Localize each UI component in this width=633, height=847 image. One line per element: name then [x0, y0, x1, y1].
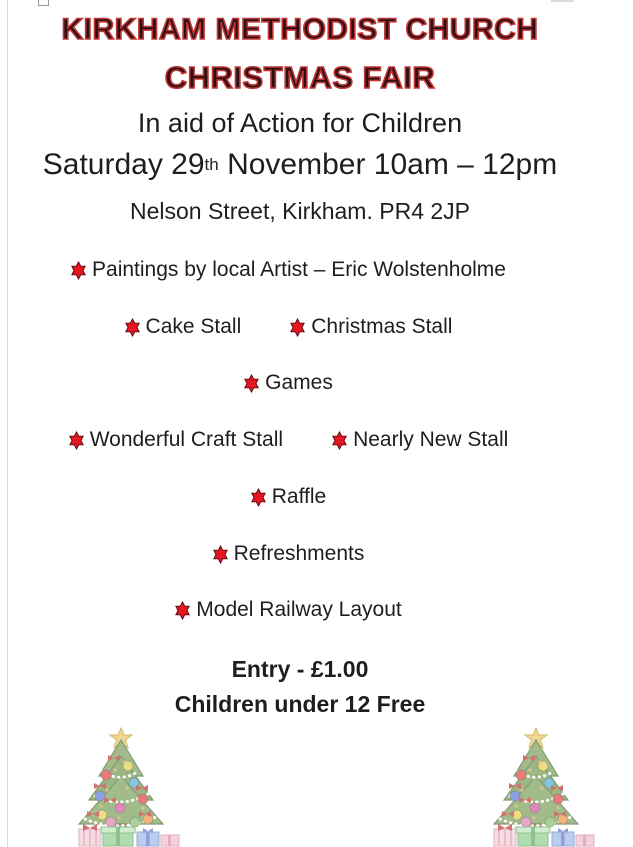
- attraction-item: [70, 258, 506, 282]
- attraction-row: [0, 542, 576, 566]
- date-prefix: Saturday 29: [42, 148, 205, 181]
- star-bullet-icon: [212, 545, 229, 564]
- attraction-row: [0, 428, 576, 452]
- date-suffix: November 10am – 12pm: [218, 148, 558, 181]
- attraction-label: Cake Stall: [145, 315, 242, 338]
- attraction-row: [0, 258, 576, 282]
- attraction-label: Nearly New Stall: [353, 428, 509, 451]
- star-bullet-icon: [250, 488, 267, 507]
- attraction-row: [0, 598, 576, 622]
- attraction-item: [331, 428, 508, 452]
- star-bullet-icon: [68, 431, 85, 450]
- attraction-row: [0, 485, 576, 509]
- attraction-label: Model Railway Layout: [196, 598, 402, 621]
- entry-fee-text: Entry - £1.00: [231, 656, 369, 682]
- attraction-label: Christmas Stall: [311, 315, 453, 338]
- christmas-tree-image: [55, 726, 187, 847]
- star-bullet-icon: [174, 601, 191, 620]
- charity-subtitle: In aid of Action for Children: [137, 108, 463, 138]
- attraction-label: Paintings by local Artist – Eric Wolstenholme: [92, 258, 506, 281]
- attraction-row: [0, 371, 576, 395]
- attraction-item: [212, 542, 365, 566]
- star-bullet-icon: [124, 318, 141, 337]
- event-date-line: Saturday 29 th November 10am – 12pm: [42, 148, 558, 181]
- flyer-title-line2: CHRISTMAS FAIR: [164, 60, 436, 95]
- christmas-tree-image: [470, 726, 602, 847]
- star-bullet-icon: [243, 374, 260, 393]
- attraction-item: [289, 315, 452, 339]
- attraction-label: Raffle: [271, 485, 327, 508]
- attraction-item: [174, 598, 401, 622]
- star-bullet-icon: [289, 318, 306, 337]
- attraction-label: Games: [265, 371, 333, 394]
- attraction-item: [250, 485, 326, 509]
- selection-handle-icon[interactable]: [38, 0, 49, 6]
- attraction-label: Refreshments: [233, 542, 365, 565]
- selection-handle-icon[interactable]: [551, 0, 574, 2]
- attraction-item: [124, 315, 242, 339]
- flyer-title-line1: KIRKHAM METHODIST CHURCH: [61, 13, 539, 46]
- venue-address: Nelson Street, Kirkham. PR4 2JP: [129, 198, 471, 224]
- attraction-item: [243, 371, 333, 395]
- attraction-label: Wonderful Craft Stall: [89, 428, 284, 451]
- attraction-item: [68, 428, 283, 452]
- star-bullet-icon: [331, 431, 348, 450]
- children-free-text: Children under 12 Free: [174, 691, 426, 717]
- attraction-row: [0, 315, 576, 339]
- star-bullet-icon: [70, 261, 87, 280]
